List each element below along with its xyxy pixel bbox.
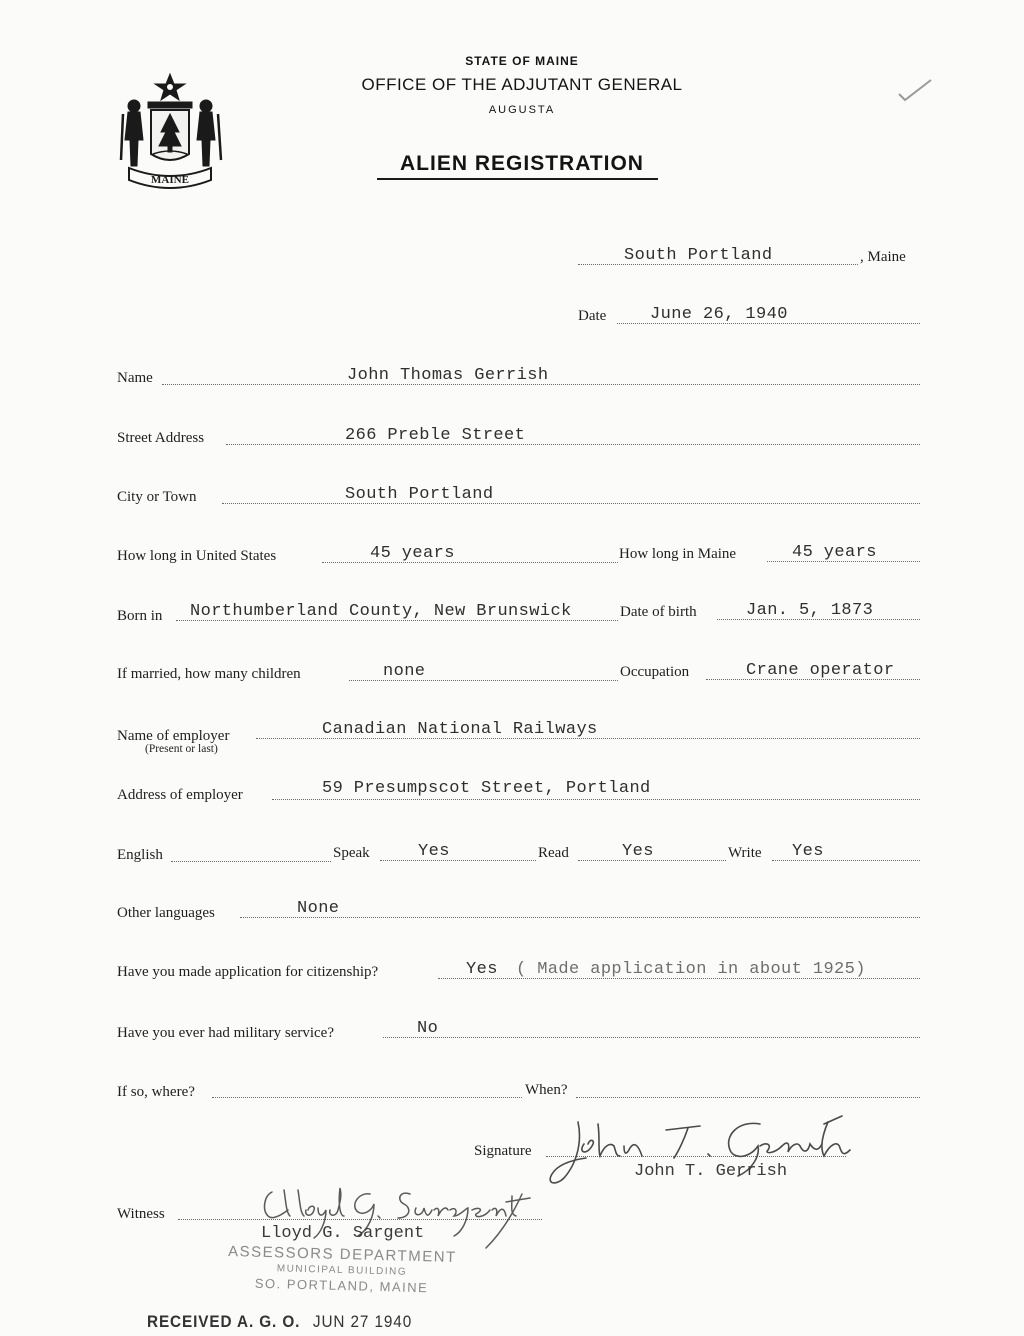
place-value: South Portland bbox=[624, 246, 773, 265]
maine-label: , Maine bbox=[860, 249, 906, 265]
assessors-stamp bbox=[211, 1243, 472, 1297]
read-value: Yes bbox=[622, 842, 654, 861]
citizenship-value: Yes bbox=[466, 960, 498, 979]
form-title: ALIEN REGISTRATION bbox=[400, 152, 644, 175]
stamp-line-3: SO. PORTLAND, MAINE bbox=[254, 1275, 429, 1296]
english-label: English bbox=[117, 847, 163, 863]
city-value: South Portland bbox=[345, 485, 494, 504]
military-value: No bbox=[417, 1019, 439, 1038]
speak-label: Speak bbox=[333, 845, 370, 861]
received-stamp bbox=[147, 1312, 412, 1332]
name-value: John Thomas Gerrish bbox=[347, 366, 549, 385]
name-label: Name bbox=[117, 370, 153, 386]
occupation-label: Occupation bbox=[620, 664, 690, 680]
where-line bbox=[212, 1097, 522, 1098]
when-line bbox=[576, 1097, 920, 1098]
military-line bbox=[383, 1037, 920, 1038]
born-label: Born in bbox=[117, 608, 163, 624]
state-heading: STATE OF MAINE bbox=[465, 54, 579, 68]
where-label: If so, where? bbox=[117, 1084, 195, 1100]
us-time-label: How long in United States bbox=[117, 548, 277, 564]
received-date: JUN 27 1940 bbox=[312, 1312, 413, 1331]
svg-text:John T. Gerrish: John T. Gerrish bbox=[538, 1100, 545, 1101]
svg-text:MAINE: MAINE bbox=[151, 174, 189, 186]
us-time-line bbox=[322, 562, 618, 563]
stamp-line-2: MUNICIPAL BUILDING bbox=[276, 1263, 408, 1278]
signature-label: Signature bbox=[474, 1143, 532, 1159]
city-label: City or Town bbox=[117, 489, 197, 505]
other-languages-line bbox=[240, 917, 920, 918]
city-heading: AUGUSTA bbox=[488, 104, 556, 116]
city-line bbox=[222, 503, 920, 504]
write-value: Yes bbox=[792, 842, 824, 861]
born-value: Northumberland County, New Brunswick bbox=[190, 602, 572, 621]
military-label: Have you ever had military service? bbox=[117, 1025, 334, 1041]
employer-address-label: Address of employer bbox=[117, 787, 243, 803]
witness-label: Witness bbox=[117, 1206, 165, 1222]
employer-address-line bbox=[272, 799, 920, 800]
dob-label: Date of birth bbox=[620, 604, 697, 620]
citizenship-label: Have you made application for citizenship? bbox=[117, 964, 379, 980]
maine-time-label: How long in Maine bbox=[619, 546, 737, 562]
employer-sublabel: (Present or last) bbox=[145, 743, 218, 755]
svg-text:Lloyd G. Sargent: Lloyd G. Sargent bbox=[250, 1176, 257, 1177]
received-label: RECEIVED A. G. O. bbox=[147, 1312, 301, 1331]
street-value: 266 Preble Street bbox=[345, 426, 526, 445]
witness-typed: Lloyd G. Sargent bbox=[261, 1224, 425, 1243]
other-languages-value: None bbox=[297, 899, 340, 918]
us-time-value: 45 years bbox=[370, 544, 455, 563]
street-label: Street Address bbox=[117, 430, 205, 446]
speak-value: Yes bbox=[418, 842, 450, 861]
employer-label: Name of employer bbox=[117, 728, 230, 744]
read-label: Read bbox=[538, 845, 569, 861]
children-value: none bbox=[383, 662, 426, 681]
english-line bbox=[171, 861, 331, 862]
signature-typed: John T. Gerrish bbox=[634, 1162, 788, 1181]
date-label: Date bbox=[578, 308, 607, 324]
dob-value: Jan. 5, 1873 bbox=[746, 601, 874, 620]
employer-value: Canadian National Railways bbox=[322, 720, 598, 739]
citizenship-note: ( Made application in about 1925) bbox=[516, 960, 866, 979]
write-label: Write bbox=[728, 845, 762, 861]
occupation-value: Crane operator bbox=[746, 661, 895, 680]
when-label: When? bbox=[525, 1082, 568, 1098]
title-underline bbox=[377, 178, 658, 180]
speak-line bbox=[380, 860, 536, 861]
maine-time-value: 45 years bbox=[792, 543, 877, 562]
stamp-line-1: ASSESSORS DEPARTMENT bbox=[227, 1243, 457, 1266]
street-line bbox=[226, 444, 920, 445]
office-heading: OFFICE OF THE ADJUTANT GENERAL bbox=[361, 75, 683, 94]
other-languages-label: Other languages bbox=[117, 905, 215, 921]
children-label: If married, how many children bbox=[117, 666, 301, 682]
date-value: June 26, 1940 bbox=[650, 305, 788, 324]
employer-address-value: 59 Presumpscot Street, Portland bbox=[322, 779, 651, 798]
